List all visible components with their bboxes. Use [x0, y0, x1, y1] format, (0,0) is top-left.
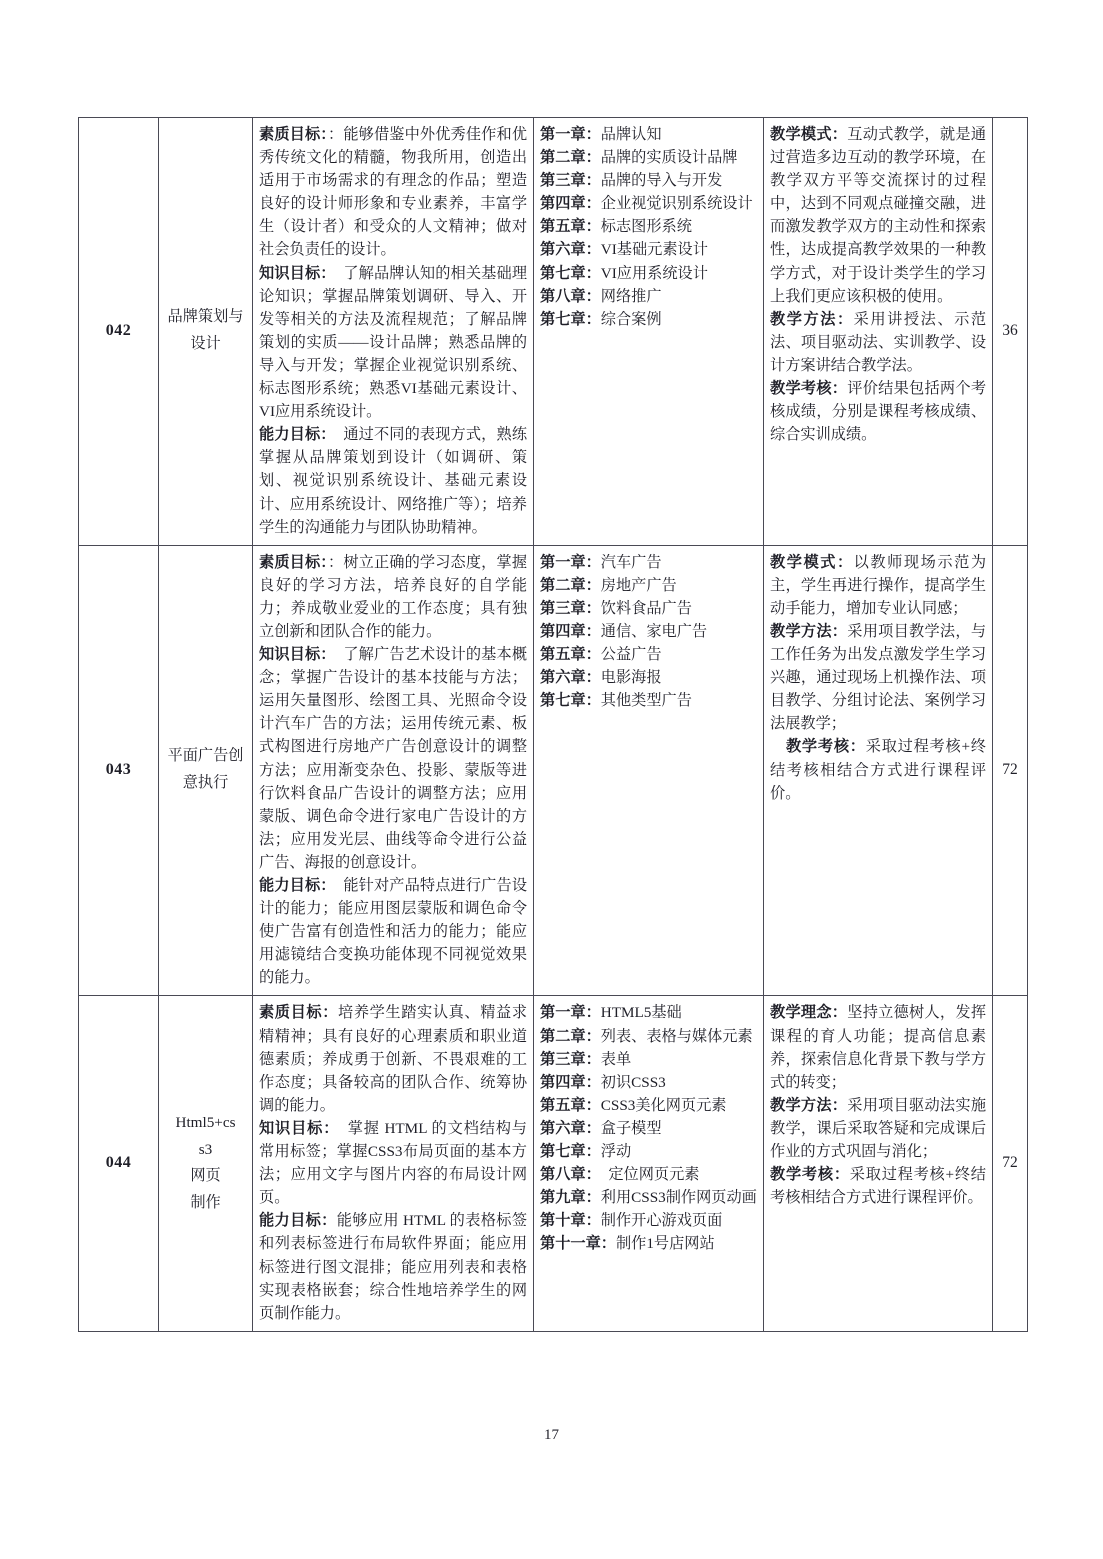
course-goals-cell	[253, 118, 534, 546]
chapter-label: 第四章：	[540, 195, 601, 213]
course-hours-cell: 72	[993, 545, 1028, 996]
goal-paragraph	[259, 874, 527, 989]
method-paragraph	[770, 377, 986, 446]
goal-text: 了解品牌认知的相关基础理论知识；掌握品牌策划调研、导入、开发等相关的方法及流程规范；了解品牌策划的实质——设计品牌；熟悉品牌的导入与开发；掌握企业视觉识别系统、标志图形系统；熟悉VI基础元素设计、VI应用系统设计。	[259, 264, 528, 421]
chapter-title: 企业视觉识别系统设计	[600, 195, 753, 213]
course-chapters-cell	[534, 996, 764, 1331]
chapter-item	[540, 643, 757, 666]
chapter-label: 第七章：	[540, 264, 601, 282]
goal-paragraph	[259, 1209, 527, 1324]
course-name-line: 平面广告创	[167, 747, 244, 765]
course-name-cell	[159, 545, 253, 996]
chapter-label: 第六章：	[540, 241, 601, 259]
course-goals-cell	[253, 545, 534, 996]
chapter-item	[540, 1117, 757, 1140]
chapter-label: 第六章：	[540, 1119, 601, 1137]
method-label: 教学模式：	[770, 126, 848, 143]
method-text: 坚持立德树人，发挥课程的育人功能；提高信息素养，探索信息化背景下教与学方式的转变；	[770, 1004, 987, 1091]
chapter-title: 制作开心游戏页面	[600, 1212, 723, 1230]
course-code-cell: 042	[79, 118, 159, 546]
chapter-title: 汽车广告	[600, 553, 662, 571]
chapter-item	[540, 1140, 757, 1163]
goal-paragraph	[259, 1001, 527, 1116]
chapter-title: 标志图形系统	[600, 218, 692, 236]
chapter-label: 第三章：	[540, 172, 601, 190]
goal-text: 通过不同的表现方式，熟练掌握从品牌策划到设计（如调研、策划、视觉识别系统设计、基础元素设计、应用系统设计、网络推广等）；培养学生的沟通能力与团队协助精神。	[259, 426, 528, 536]
chapter-item	[540, 169, 757, 192]
goal-text: 能够应用 HTML 的表格标签和列表标签进行布局软件界面；能应用标签进行图文混排；能应用列表和表格实现表格嵌套；综合性地培养学生的网页制作能力。	[259, 1212, 528, 1322]
course-name-line: 设计	[190, 334, 221, 352]
chapter-label: 第一章：	[540, 126, 601, 143]
method-label: 教学模式：	[770, 553, 854, 571]
table-row	[79, 996, 1028, 1331]
chapter-item	[540, 620, 757, 643]
course-chapters-cell	[534, 118, 764, 546]
chapter-title: 定位网页元素	[593, 1166, 700, 1184]
chapter-title: 品牌的导入与开发	[600, 172, 723, 190]
course-name-line: 网页	[190, 1167, 221, 1185]
goal-label: 知识目标：	[259, 264, 328, 282]
chapter-title: 表单	[600, 1050, 632, 1068]
method-label: 教学考核：	[770, 738, 866, 756]
chapter-item	[540, 1094, 757, 1117]
goal-label: 素质目标：	[259, 1004, 339, 1022]
chapter-label: 第五章：	[540, 1096, 601, 1114]
chapter-title: 饮料食品广告	[600, 599, 692, 617]
chapter-item	[540, 597, 757, 620]
course-code-cell: 044	[79, 996, 159, 1331]
course-name-line: 意执行	[182, 774, 229, 792]
chapter-item	[540, 285, 757, 308]
chapter-item	[540, 1071, 757, 1094]
teaching-method-cell	[764, 545, 993, 996]
chapter-item	[540, 262, 757, 285]
goal-paragraph	[259, 551, 527, 643]
chapter-label: 第六章：	[540, 669, 601, 687]
teaching-method-cell	[764, 118, 993, 546]
chapter-label: 第二章：	[540, 576, 601, 594]
chapter-title: 浮动	[600, 1143, 632, 1161]
chapter-label: 第五章：	[540, 218, 601, 236]
chapter-title: 品牌认知	[600, 126, 662, 143]
chapter-item	[540, 1001, 757, 1024]
method-label: 教学考核：	[770, 380, 848, 398]
method-paragraph	[770, 1163, 986, 1209]
method-label: 教学理念：	[770, 1004, 848, 1022]
chapter-title: VI应用系统设计	[600, 264, 708, 282]
goal-text: 掌握 HTML 的文档结构与常用标签；掌握CSS3布局页面的基本方法；应用文字与图片内容的布局设计网页。	[259, 1119, 527, 1207]
chapter-item	[540, 666, 757, 689]
chapter-item	[540, 1048, 757, 1071]
goal-label: 素质目标：	[259, 126, 328, 143]
goal-text: 能针对产品特点进行广告设计的能力；能应用图层蒙版和调色命令使广告富有创造性和活力的能力；能应用滤镜结合变换功能体现不同视觉效果的能力。	[259, 877, 528, 987]
goal-paragraph	[259, 643, 527, 874]
chapter-item	[540, 1025, 757, 1048]
chapter-item	[540, 1163, 757, 1186]
chapter-item	[540, 146, 757, 169]
chapter-item	[540, 689, 757, 712]
chapter-item	[540, 215, 757, 238]
page-number: 17	[544, 1427, 559, 1443]
chapter-label: 第七章：	[540, 310, 601, 328]
chapter-title: 房地产广告	[600, 576, 677, 594]
method-paragraph	[770, 123, 986, 308]
chapter-title: 列表、表格与媒体元素	[600, 1027, 753, 1045]
chapter-item	[540, 123, 757, 146]
goal-text: ：能够借鉴中外优秀佳作和优秀传统文化的精髓，物我所用，创造出适用于市场需求的有理念的作品；塑造良好的设计师形象和专业素养，丰富学生（设计者）和受众的人文精神；做对社会负责任的设计。	[259, 126, 528, 259]
goal-text: 培养学生踏实认真、精益求精精神；具有良好的心理素质和职业道德素质；养成勇于创新、不畏艰难的工作态度；具备较高的团队合作、统筹协调的能力。	[259, 1004, 528, 1114]
chapter-label: 第一章：	[540, 553, 601, 571]
chapter-label: 第八章：	[540, 1166, 594, 1184]
method-text: 采用项目驱动法实施教学，课后采取答疑和完成课后作业的方式巩固与消化；	[770, 1096, 987, 1161]
chapter-item	[540, 1186, 757, 1209]
method-label: 教学方法：	[770, 310, 854, 328]
course-chapters-cell	[534, 545, 764, 996]
chapter-label: 第四章：	[540, 622, 601, 640]
course-hours-cell: 72	[993, 996, 1028, 1331]
goal-label: 能力目标：	[259, 426, 328, 444]
course-name-line: 品牌策划与	[167, 308, 244, 326]
chapter-label: 第一章：	[540, 1004, 601, 1022]
chapter-label: 第十章：	[540, 1212, 601, 1230]
method-text: 以教师现场示范为主，学生再进行操作，提高学生动手能力，增加专业认同感；	[770, 553, 986, 617]
teaching-method-cell	[764, 996, 993, 1331]
course-syllabus-table	[78, 117, 1028, 1332]
goal-paragraph	[259, 1117, 527, 1209]
method-paragraph	[770, 1001, 986, 1093]
chapter-title: 通信、家电广告	[600, 622, 708, 640]
goal-text: ：树立正确的学习态度，掌握良好的学习方法，培养良好的自学能力；养成敬业爱业的工作态度；具有独立创新和团队合作的能力。	[259, 553, 528, 640]
chapter-title: CSS3美化网页元素	[600, 1096, 727, 1114]
goal-label: 能力目标：	[259, 877, 328, 894]
method-text: 采取过程考核+终结考核相结合方式进行课程评价。	[770, 1166, 986, 1207]
method-text: 采取过程考核+终结考核相结合方式进行课程评价。	[770, 738, 986, 802]
method-text: 采用讲授法、示范法、项目驱动法、实训教学、设计方案讲结合教学法。	[770, 310, 986, 374]
goal-paragraph	[259, 262, 527, 424]
goal-label: 知识目标：	[259, 1119, 332, 1137]
chapter-title: HTML5基础	[600, 1004, 682, 1022]
chapter-item	[540, 1209, 757, 1232]
chapter-title: VI基础元素设计	[600, 241, 708, 259]
method-paragraph	[770, 308, 986, 377]
method-label: 教学方法：	[770, 622, 848, 640]
goal-label: 素质目标：	[259, 553, 328, 571]
chapter-item	[540, 308, 757, 331]
chapter-item	[540, 551, 757, 574]
method-paragraph	[770, 735, 986, 804]
goal-label: 知识目标：	[259, 646, 328, 664]
chapter-label: 第三章：	[540, 1050, 601, 1068]
chapter-title: 网络推广	[600, 287, 662, 305]
chapter-label: 第八章：	[540, 287, 601, 305]
course-name-line: 制作	[190, 1193, 221, 1211]
method-label: 教学方法：	[770, 1096, 848, 1114]
table-row	[79, 118, 1028, 546]
chapter-title: 其他类型广告	[600, 692, 692, 710]
chapter-title: 电影海报	[600, 669, 662, 687]
goal-label: 能力目标：	[259, 1212, 337, 1230]
chapter-label: 第四章：	[540, 1073, 601, 1091]
method-text: 评价结果包括两个考核成绩，分别是课程考核成绩、综合实训成绩。	[770, 380, 987, 444]
chapter-item	[540, 192, 757, 215]
course-goals-cell	[253, 996, 534, 1331]
chapter-item	[540, 238, 757, 261]
course-name-line: Html5+cs	[175, 1113, 236, 1131]
chapter-title: 综合案例	[600, 310, 662, 328]
course-name-line: s3	[198, 1140, 213, 1158]
course-hours-cell: 36	[993, 118, 1028, 546]
method-label: 教学考核：	[770, 1166, 850, 1184]
goal-text: 了解广告艺术设计的基本概念；掌握广告设计的基本技能与方法；运用矢量图形、绘图工具、光照命令设计汽车广告的方法；运用传统元素、板式构图进行房地产广告创意设计的调整方法；应用渐变杂色、投影、蒙版等进行饮料食品广告设计的调整方法；应用蒙版、调色命令进行家电广告设计的方法；应用发光层、曲线等命令进行公益广告、海报的创意设计。	[259, 646, 528, 871]
chapter-label: 第二章：	[540, 149, 601, 167]
chapter-label: 第五章：	[540, 646, 601, 664]
goal-paragraph	[259, 423, 527, 538]
table-row	[79, 545, 1028, 996]
goal-paragraph	[259, 123, 527, 262]
method-paragraph	[770, 551, 986, 620]
chapter-label: 第七章：	[540, 1143, 601, 1161]
chapter-label: 第二章：	[540, 1027, 601, 1045]
course-name-cell	[159, 118, 253, 546]
chapter-label: 第十一章：	[540, 1235, 616, 1253]
chapter-item	[540, 1232, 757, 1255]
method-paragraph	[770, 1094, 986, 1163]
method-text: 互动式教学，就是通过营造多边互动的教学环境，在教学双方平等交流探讨的过程中，达到不同观点碰撞交融，进而激发教学双方的主动性和探索性，达成提高教学效果的一种教学方式，对于设计类学生的学习上我们更应该积极的使用。	[770, 126, 987, 305]
chapter-title: 盒子模型	[600, 1119, 662, 1137]
chapter-title: 品牌的实质设计品牌	[600, 149, 738, 167]
method-paragraph	[770, 620, 986, 735]
chapter-title: 制作1号店网站	[615, 1235, 715, 1253]
course-code-cell: 043	[79, 545, 159, 996]
method-text: 采用项目教学法，与工作任务为出发点激发学生学习兴趣，通过现场上机操作法、项目教学、分组讨论法、案例学习法展教学；	[770, 622, 987, 733]
chapter-item	[540, 574, 757, 597]
chapter-title: 公益广告	[600, 646, 662, 664]
chapter-label: 第九章：	[540, 1189, 601, 1207]
chapter-title: 利用CSS3制作网页动画	[600, 1189, 757, 1207]
course-name-cell	[159, 996, 253, 1331]
chapter-label: 第三章：	[540, 599, 601, 617]
chapter-title: 初识CSS3	[600, 1073, 666, 1091]
chapter-label: 第七章：	[540, 692, 601, 710]
